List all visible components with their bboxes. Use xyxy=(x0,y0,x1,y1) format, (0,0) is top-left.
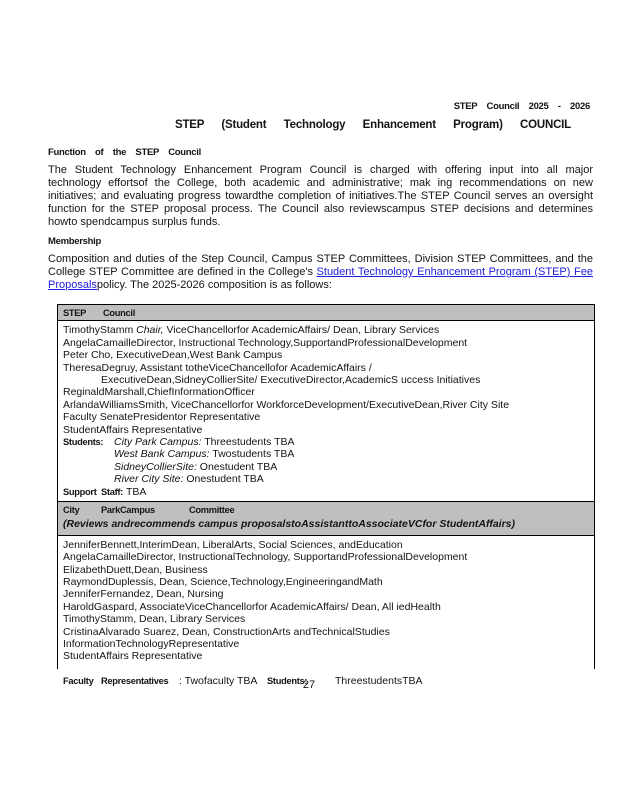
text-line xyxy=(63,588,590,600)
table-header-step-council xyxy=(58,305,594,321)
text-segment: JenniferFernandez, Dean, Nursing xyxy=(63,588,224,601)
text-segment: howto spendcampus surplus funds. xyxy=(48,216,221,228)
text-segment: Council xyxy=(103,308,135,318)
text-segment: Staff: xyxy=(101,486,123,497)
text-segment: Support xyxy=(63,486,97,497)
text-line xyxy=(63,374,590,386)
text-segment: TBA xyxy=(126,485,147,498)
text-segment: technology effortsof the College, both academic and administrative; mak ing recommendations on new xyxy=(48,177,593,189)
text-line xyxy=(63,504,590,518)
text-segment: ReginaldMarshall,ChiefInformationOfficer xyxy=(63,386,255,399)
text-line xyxy=(63,638,590,650)
text-segment: AngelaCamailleDirector, Instructional Technology,SupportandProfessionalDevelopment xyxy=(63,336,468,349)
text-segment: RaymondDuplessis, Dean, Science,Technology,EngineeringandMath xyxy=(63,575,383,588)
text-segment: TheresaDegruy, Assistant totheViceChancellofor AcademicAffairs / xyxy=(63,361,372,374)
text-segment: ElizabethDuett,Dean, Business xyxy=(63,563,208,576)
text-segment: function for the STEP proposal process. The Council also reviewscampus STEP decisions and determines xyxy=(48,203,593,215)
paragraph-membership xyxy=(48,253,593,292)
text-line xyxy=(63,576,590,588)
text-line xyxy=(63,601,590,613)
text-line xyxy=(63,486,590,498)
table-header-city-park-committee xyxy=(58,501,594,536)
text-line xyxy=(48,279,593,292)
text-line xyxy=(63,399,590,411)
text-segment: Threestudents TBA xyxy=(201,436,295,449)
table-body-step-council xyxy=(58,321,594,501)
policy-link[interactable]: Student Technology Enhancement Program (STEP) Fee xyxy=(316,266,593,278)
text-segment: College STEP Committee are defined in the College's xyxy=(48,266,317,278)
text-line xyxy=(63,424,590,436)
text-line xyxy=(63,613,590,625)
text-line xyxy=(63,518,590,532)
text-segment: Onestudent TBA xyxy=(183,473,264,486)
text-line xyxy=(48,190,593,203)
text-line xyxy=(63,473,590,485)
heading-membership: Membership xyxy=(48,236,101,247)
text-segment: ThreestudentsTBA xyxy=(335,675,423,688)
text-segment: Onestudent TBA xyxy=(196,460,278,473)
text-segment: Committee xyxy=(189,505,235,516)
text-segment: Faculty SenatePresidentor Representative xyxy=(63,411,261,424)
text-segment: HaroldGaspard, AssociateViceChancellorfor AcademicAffairs/ Dean, All iedHealth xyxy=(63,600,441,613)
text-segment: JenniferBennett,InterimDean, LiberalArts, Social Sciences, andEducation xyxy=(63,538,403,551)
text-segment: : Twofaculty TBA xyxy=(179,675,258,688)
text-segment: InformationTechnologyRepresentative xyxy=(63,637,240,650)
text-segment: West Bank Campus: xyxy=(114,448,210,461)
header-date-label: STEP Council 2025 - 2026 xyxy=(453,101,590,112)
text-line xyxy=(63,564,590,576)
text-line xyxy=(48,164,593,177)
text-segment: policy. The 2025-2026 composition is as follows: xyxy=(96,279,332,291)
text-segment: TimothyStamm, Dean, Library Services xyxy=(63,613,246,626)
text-line xyxy=(63,650,590,662)
text-segment: Peter Cho, ExecutiveDean,West Bank Campus xyxy=(63,349,283,362)
heading-function: Function of the STEP Council xyxy=(48,147,201,158)
text-segment: ParkCampus xyxy=(101,505,155,516)
policy-link[interactable]: Proposals xyxy=(48,279,97,291)
text-segment: Twostudents TBA xyxy=(209,448,295,461)
text-segment: ArlandaWilliamsSmith, ViceChancellorfor WorkforceDevelopment/ExecutiveDean,River City Site xyxy=(63,398,510,411)
text-line xyxy=(63,337,590,349)
text-segment: City xyxy=(63,505,80,516)
text-line xyxy=(63,411,590,423)
text-line xyxy=(63,386,590,398)
text-line xyxy=(63,539,590,551)
text-segment: ExecutiveDean,SidneyCollierSite/ ExecutiveDirector,AcademicS uccess Initiatives xyxy=(101,374,481,387)
text-segment: Representatives xyxy=(101,676,169,687)
text-segment: StudentAffairs Representative xyxy=(63,423,203,436)
text-segment: City Park Campus: xyxy=(114,436,202,449)
text-line xyxy=(63,436,590,448)
text-segment: Students: xyxy=(267,676,308,687)
text-segment: Faculty xyxy=(63,676,94,687)
text-line xyxy=(48,253,593,266)
text-line xyxy=(48,177,593,190)
text-segment: ViceChancellorfor AcademicAffairs/ Dean, Library Services xyxy=(163,324,440,337)
page-number: 27 xyxy=(302,679,316,691)
table-body-city-park-committee xyxy=(58,536,594,691)
text-line xyxy=(48,266,593,279)
text-line xyxy=(48,203,593,216)
text-segment: AngelaCamailleDirector, InstructionalTechnology, SupportandProfessionalDevelopment xyxy=(63,551,468,564)
text-segment: Composition and duties of the Step Council, Campus STEP Committees, Division STEP Committees, and the xyxy=(48,253,593,265)
text-segment: StudentAffairs Representative xyxy=(63,650,203,663)
text-line xyxy=(48,216,593,229)
text-line xyxy=(63,448,590,460)
text-segment: The Student Technology Enhancement Program Council is charged with offering input into all major xyxy=(48,164,593,176)
paragraph-function xyxy=(48,164,593,229)
text-line xyxy=(63,626,590,638)
text-line xyxy=(63,362,590,374)
text-segment: (Reviews andrecommends campus proposalstoAssistanttoAssociateVCfor StudentAffairs) xyxy=(63,517,515,530)
text-segment: CristinaAlvarado Suarez, Dean, ConstructionArts andTechnicalStudies xyxy=(63,625,390,638)
text-segment: initiatives; and evaluating progress towardthe completion of initiatives.The STEP Council serves an oversight xyxy=(48,190,593,202)
text-segment: SidneyCollierSite: xyxy=(114,460,197,473)
text-segment: TimothyStamm xyxy=(63,324,137,337)
doc-title: STEP (Student Technology Enhancement Program) COUNCIL xyxy=(175,119,571,131)
text-segment: Students: xyxy=(63,437,104,448)
text-line xyxy=(63,461,590,473)
text-segment: River City Site: xyxy=(114,473,184,486)
text-segment: Chair, xyxy=(136,324,164,337)
text-segment: STEP xyxy=(63,308,87,318)
text-line xyxy=(63,307,590,319)
text-line xyxy=(63,324,590,336)
text-line xyxy=(63,551,590,563)
text-line xyxy=(63,349,590,361)
text-line xyxy=(63,663,590,675)
